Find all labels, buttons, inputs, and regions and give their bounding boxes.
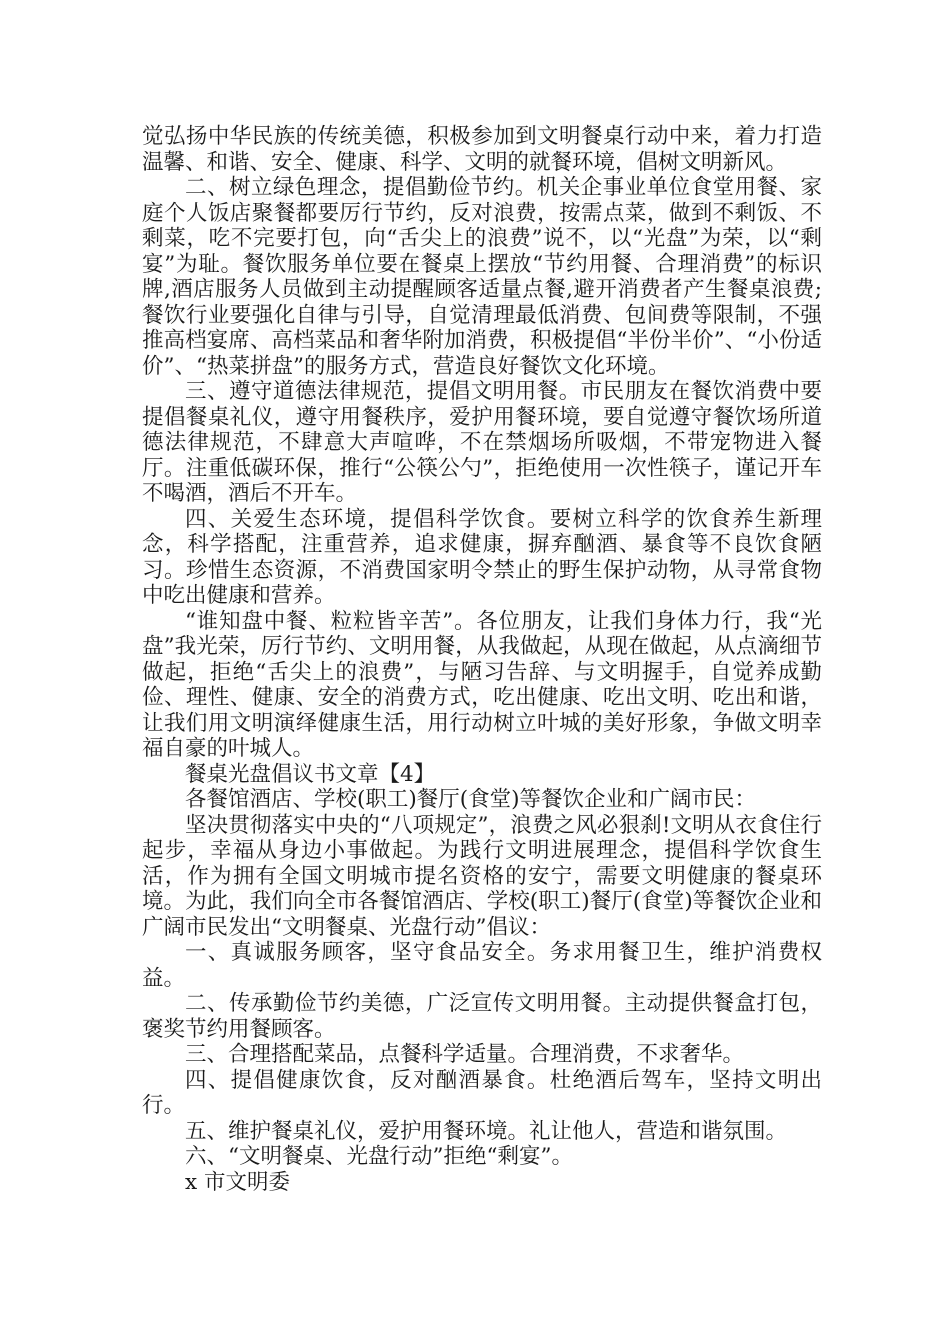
proposal-item-1: 一、真诚服务顾客，坚守食品安全。务求用餐卫生，维护消费权益。 — [142, 940, 822, 991]
signature: x 市文明委 — [185, 1169, 290, 1195]
proposal-item-5: 五、维护餐桌礼仪，爱护用餐环境。礼让他人，营造和谐氛围。 — [185, 1118, 788, 1144]
proposal-item-3: 三、合理搭配菜品，点餐科学适量。合理消费，不求奢华。 — [185, 1042, 745, 1067]
paragraph-item-2: 二、树立绿色理念，提倡勤俭节约。机关企事业单位食堂用餐、家庭个人饭店聚餐都要厉行节约，反对浪费，按需点菜，做到不剩饭、不剩菜，吃不完要打包，向“舌尖上的浪费”说不，以“光盘”为荣，以“剩宴”为耻。餐饮服务单位要在餐桌上摆放“节约用餐、合理消费”的标识牌,酒店服务人员做到主动提醒顾客适量点餐,避开消费者产生餐桌浪费;餐饮行业要强化自律与引导，自觉清理最低消费、包间费等限制，不强推高档宴席、高档菜品和奢华附加消费，积极提倡“半份半价”、“小份适价”、“热菜拼盘”的服务方式，营造良好餐饮文化环境。 — [142, 175, 822, 379]
proposal-item-2: 二、传承勤俭节约美德，广泛宣传文明用餐。主动提供餐盒打包，褒奖节约用餐顾客。 — [142, 991, 822, 1042]
document-body — [142, 124, 822, 1195]
paragraph-item-3: 三、遵守道德法律规范，提倡文明用餐。市民朋友在餐饮消费中要提倡餐桌礼仪，遵守用餐秩序，爱护用餐环境，要自觉遵守餐饮场所道德法律规范，不肆意大声喧哗，不在禁烟场所吸烟，不带宠物进入餐厅。注重低碳环保，推行“公筷公勺”，拒绝使用一次性筷子，谨记开车不喝酒，酒后不开车。 — [142, 379, 822, 506]
paragraph-intro: 坚决贯彻落实中央的“八项规定”，浪费之风必狠刹!文明从衣食住行起步，幸福从身边小事做起。为践行文明进展理念，提倡科学饮食生活，作为拥有全国文明城市提名资格的安宁，需要文明健康的餐桌环境。为此，我们向全市各餐馆酒店、学校(职工)餐厅(食堂)等餐饮企业和广阔市民发出“文明餐桌、光盘行动”倡议： — [142, 812, 822, 940]
salutation: 各餐馆酒店、学校(职工)餐厅(食堂)等餐饮企业和广阔市民： — [185, 787, 757, 812]
proposal-item-6: 六、“文明餐桌、光盘行动”拒绝“剩宴”。 — [185, 1144, 573, 1169]
section-heading: 餐桌光盘倡议书文章【4】 — [185, 761, 436, 787]
paragraph-continuation: 觉弘扬中华民族的传统美德，积极参加到文明餐桌行动中来，着力打造温馨、和谐、安全、健康、科学、文明的就餐环境，倡树文明新风。 — [142, 124, 822, 175]
proposal-item-4: 四、提倡健康饮食，反对酗酒暴食。杜绝酒后驾车，坚持文明出行。 — [142, 1067, 822, 1118]
paragraph-item-4: 四、关爱生态环境，提倡科学饮食。要树立科学的饮食养生新理念，科学搭配，注重营养，追求健康，摒弃酗酒、暴食等不良饮食陋习。珍惜生态资源，不消费国家明令禁止的野生保护动物，从寻常食物中吃出健康和营养。 — [142, 506, 822, 608]
paragraph-closing-call: “谁知盘中餐、粒粒皆辛苦”。各位朋友，让我们身体力行，我“光盘”我光荣，厉行节约、文明用餐，从我做起，从现在做起，从点滴细节做起，拒绝“舌尖上的浪费”，与陋习告辞、与文明握手，自觉养成勤俭、理性、健康、安全的消费方式，吃出健康、吃出文明、吃出和谐，让我们用文明演绎健康生活，用行动树立叶城的美好形象，争做文明幸福自豪的叶城人。 — [142, 608, 822, 761]
